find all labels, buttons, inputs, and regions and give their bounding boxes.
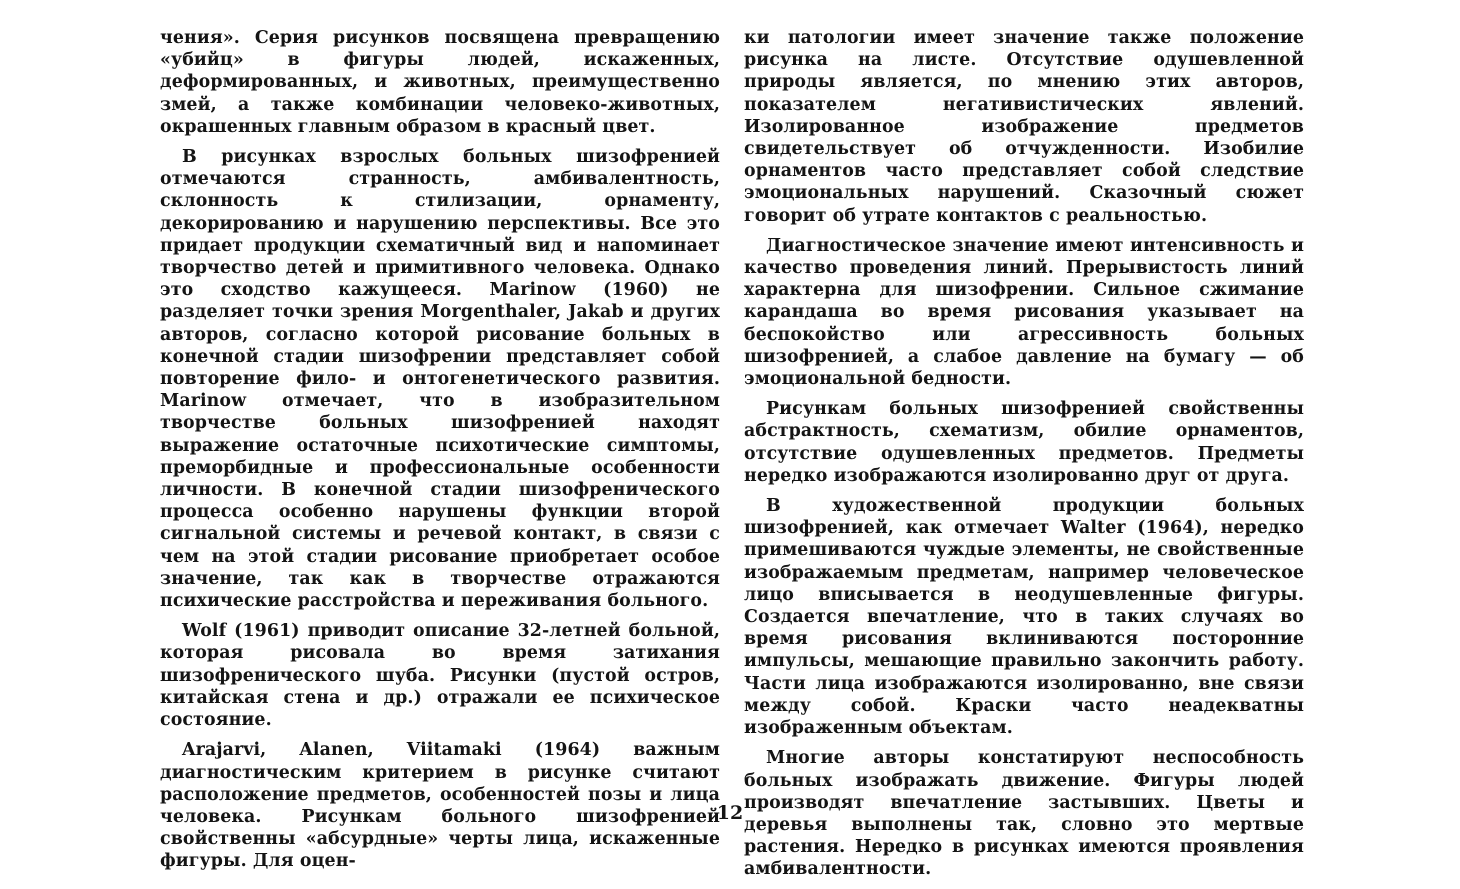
paragraph: Многие авторы констатируют неспособность больных изображать движение. Фигуры людей производят впечатление застывших. Цветы и деревья выполнены так, словно это мертвые растения. Нередко в рисунках имеются проявления амбивалентности. <box>744 748 1304 880</box>
paragraph: В рисунках взрослых больных шизофренией отмечаются странность, амбивалентность, склонность к стилизации, орнаменту, декорированию и нарушению перспективы. Все это придает продукции схематичный вид и напоминает творчество детей и примитивного человека. Однако это сходство кажущееся. Marinow (1960) не разделяет точки зрения Morgenthaler, Jakab и других авторов, согласно которой рисование больных в конечной стадии шизофрении представляет собой повторение фило- и онтогенетического развития. Marinow отмечает, что в изобразительном творчестве больных шизофренией находят выражение остаточные психотические симптомы, преморбидные и профессиональные особенности личности. В конечной стадии шизофренического процесса особенно нарушены функции второй сигнальной системы и речевой контакт, в связи с чем на этой стадии рисование приобретает особое значение, так как в творчестве отражаются психические расстройства и переживания больного. <box>160 147 720 612</box>
page-number: 12 <box>716 802 744 824</box>
paragraph: В художественной продукции больных шизофренией, как отмечает Walter (1964), нередко примешиваются чуждые элементы, не свойственные изображаемым предметам, например человеческое лицо вписывается в неодушевленные фигуры. Создается впечатление, что в таких случаях во время рисования вклиниваются посторонние импульсы, мешающие правильно закончить работу. Части лица изображаются изолированно, вне связи между собой. Краски часто неадекватны изображенным объектам. <box>744 496 1304 739</box>
paragraph: Arajarvi, Alanen, Viitamaki (1964) важным диагностическим критерием в рисунке считают расположение предметов, особенностей позы и лица человека. Рисункам больного шизофренией свойственны «абсурдные» черты лица, искаженные фигуры. Для оцен- <box>160 740 720 872</box>
paragraph: Рисункам больных шизофренией свойственны абстрактность, схематизм, обилие орнаментов, отсутствие одушевленных предметов. Предметы нередко изображаются изолированно друг от друга. <box>744 399 1304 486</box>
paragraph: ки патологии имеет значение также положение рисунка на листе. Отсутствие одушевленной природы является, по мнению этих авторов, показателем негативистических явлений. Изолированное изображение предметов свидетельствует об отчужденности. Изобилие орнаментов часто представляет собой следствие эмоциональных нарушений. Сказочный сюжет говорит об утрате контактов с реальностью. <box>744 28 1304 226</box>
paragraph: чения». Серия рисунков посвящена превращению «убийц» в фигуры людей, искаженных, деформированных, и животных, преимущественно змей, а также комбинации человеко-животных, окрашенных главным образом в красный цвет. <box>160 28 720 137</box>
paragraph: Wolf (1961) приводит описание 32-летней больной, которая рисовала во время затихания шизофренического шуба. Рисунки (пустой остров, китайская стена и др.) отражали ее психическое состояние. <box>160 621 720 731</box>
right-text-column <box>744 27 1304 889</box>
left-text-column <box>160 27 720 881</box>
paragraph: Диагностическое значение имеют интенсивность и качество проведения линий. Прерывистость линий характерна для шизофрении. Сильное сжимание карандаша во время рисования указывает на беспокойство или агрессивность больных шизофренией, а слабое давление на бумагу — об эмоциональной бедности. <box>744 235 1304 390</box>
